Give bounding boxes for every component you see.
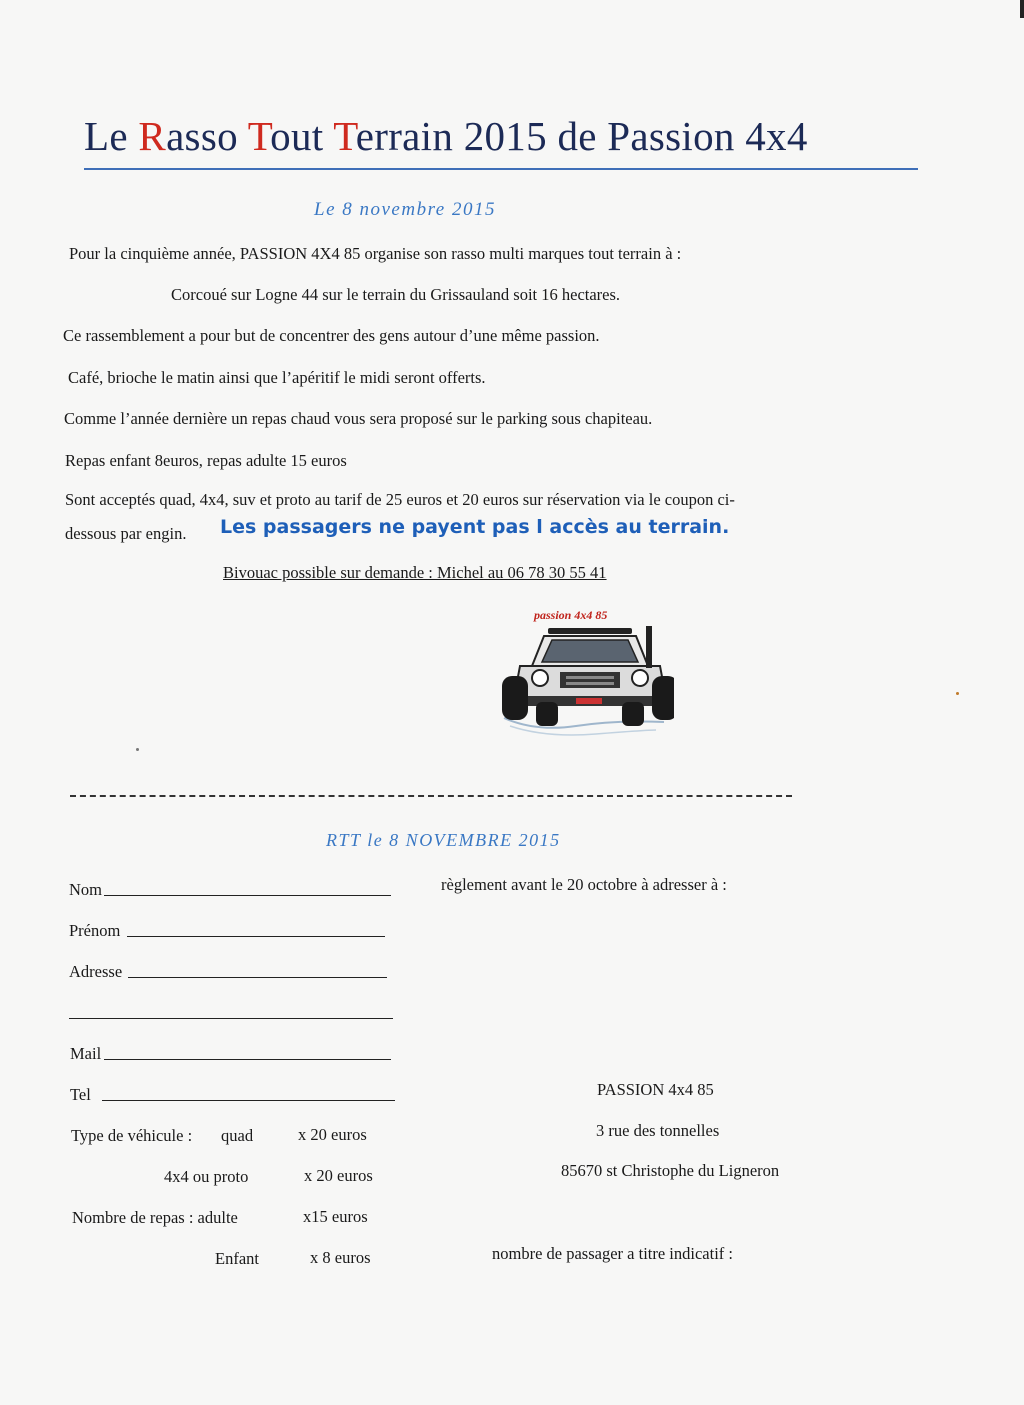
field-label-adresse: Adresse	[69, 962, 123, 981]
scan-speck	[956, 692, 959, 695]
scan-corner-mark	[1020, 0, 1024, 18]
passion-4x4-logo	[496, 606, 674, 746]
address-street: 3 rue des tonnelles	[596, 1121, 720, 1140]
field-adresse-line-2[interactable]	[69, 1018, 393, 1019]
body-line-tariff: Sont acceptés quad, 4x4, suv et proto au tarif de 25 euros et 20 euros sur réservation via le coupon ci-	[65, 490, 735, 509]
bivouac-contact: Bivouac possible sur demande : Michel au 06 78 30 55 41	[223, 563, 607, 582]
coupon-cut-line	[70, 795, 792, 797]
vehicle-quad-price: x 20 euros	[298, 1125, 367, 1144]
vehicle-4x4-label: 4x4 ou proto	[164, 1167, 249, 1186]
vehicle-type-label: Type de véhicule :	[71, 1126, 193, 1145]
body-line-per-vehicle: dessous par engin.	[65, 524, 187, 543]
scan-speck	[136, 748, 139, 751]
body-line-meal: Comme l’année dernière un repas chaud vous sera proposé sur le parking sous chapiteau.	[64, 409, 653, 428]
title-letter-t2: T	[333, 113, 356, 159]
field-label-tel: Tel	[70, 1085, 91, 1104]
event-date: Le 8 novembre 2015	[314, 199, 496, 220]
title-underline	[84, 168, 918, 170]
meals-child-label: Enfant	[215, 1249, 259, 1268]
title-word-asso: asso	[166, 113, 248, 159]
meals-adult-label: Nombre de repas : adulte	[72, 1208, 238, 1227]
address-city: 85670 st Christophe du Ligneron	[561, 1161, 780, 1180]
body-line-intro: Pour la cinquième année, PASSION 4X4 85 organise son rasso multi marques tout terrain à :	[69, 244, 682, 263]
field-mail-line[interactable]	[104, 1059, 391, 1060]
passengers-free-notice: Les passagers ne payent pas l accès au terrain.	[220, 516, 730, 538]
field-adresse-line[interactable]	[128, 977, 387, 978]
meals-adult-price: x15 euros	[303, 1207, 368, 1226]
vehicle-quad-label: quad	[221, 1126, 254, 1145]
title-letter-t1: T	[247, 113, 271, 159]
passengers-count-label: nombre de passager a titre indicatif :	[492, 1244, 733, 1263]
body-line-purpose: Ce rassemblement a pour but de concentrer des gens autour d’une même passion.	[63, 326, 600, 345]
payment-deadline-note: règlement avant le 20 octobre à adresser à :	[441, 875, 727, 894]
body-line-location: Corcoué sur Logne 44 sur le terrain du Grissauland soit 16 hectares.	[171, 285, 621, 304]
logo-text: passion 4x4 85	[534, 608, 608, 622]
field-nom-line[interactable]	[104, 895, 391, 896]
title-letter-r: R	[138, 113, 167, 159]
meals-child-price: x 8 euros	[310, 1248, 371, 1267]
body-line-breakfast: Café, brioche le matin ainsi que l’apéritif le midi seront offerts.	[68, 368, 486, 387]
field-label-mail: Mail	[70, 1044, 102, 1063]
title-word-le: Le	[84, 113, 139, 159]
field-prenom-line[interactable]	[127, 936, 385, 937]
title-word-rest: errain 2015 de Passion 4x4	[355, 113, 808, 159]
vehicle-4x4-price: x 20 euros	[304, 1166, 373, 1185]
body-line-meal-prices: Repas enfant 8euros, repas adulte 15 euros	[65, 451, 347, 470]
field-label-prenom: Prénom	[69, 921, 121, 940]
coupon-title: RTT le 8 NOVEMBRE 2015	[326, 830, 561, 850]
4x4-car-drawing-icon	[496, 606, 674, 746]
title-word-out: out	[270, 113, 334, 159]
page-title	[84, 112, 808, 160]
field-tel-line[interactable]	[102, 1100, 395, 1101]
field-label-nom: Nom	[69, 880, 102, 899]
address-name: PASSION 4x4 85	[597, 1080, 714, 1099]
